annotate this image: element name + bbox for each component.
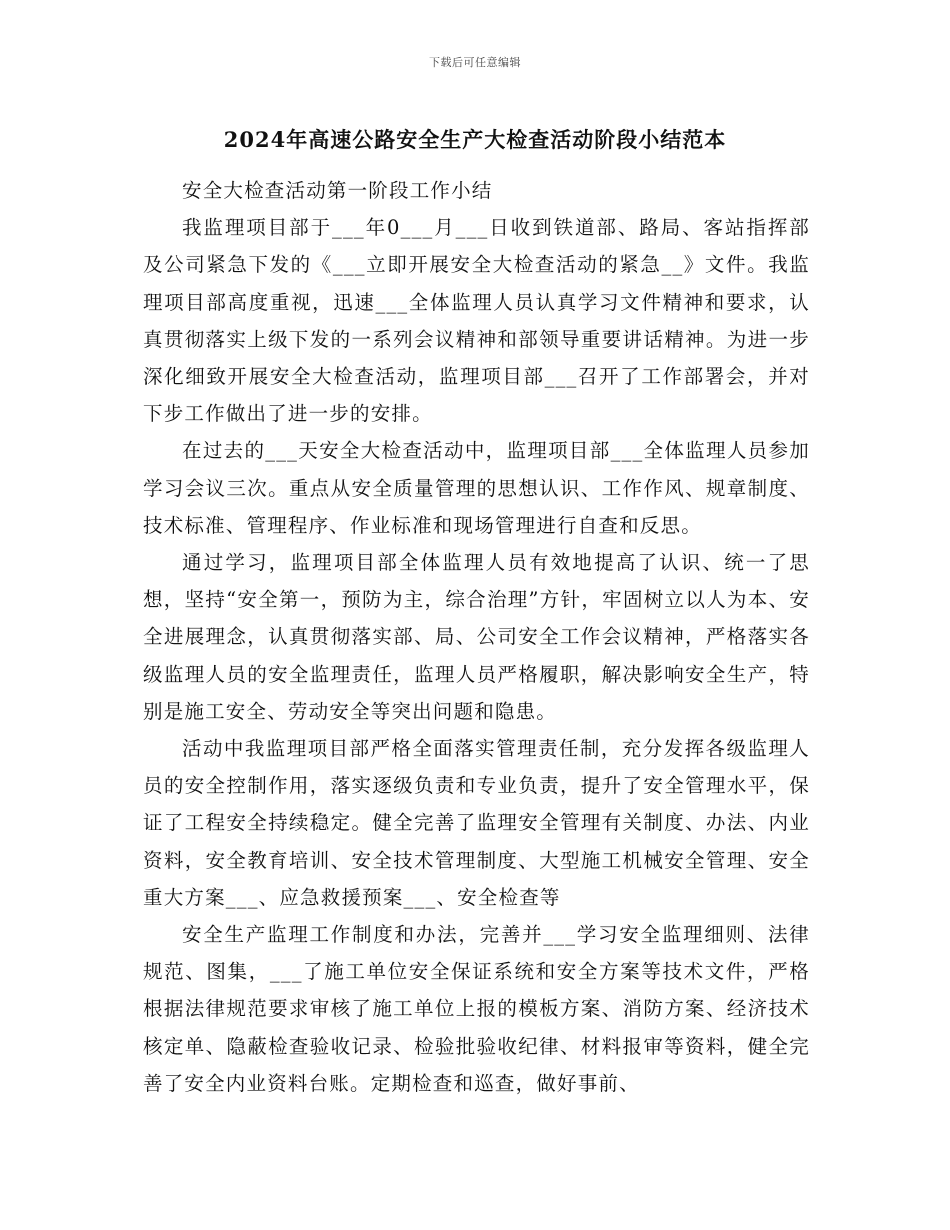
document-body [143, 172, 810, 1102]
section-heading: 安全大检查活动第一阶段工作小结 [182, 179, 493, 202]
paragraph: 我监理项目部于___年0___月___日收到铁道部、路局、客站指挥部及公司紧急下发的《___立即开展安全大检查活动的紧急__》文件。我监理项目部高度重视，迅速___全体监理人员认真学习文件精神和要求，认真贯彻落实上级下发的一系列会议精神和部领导重要讲话精神。为进一步深化细致开展安全大检查活动，监理项目部___召开了工作部署会，并对下步工作做出了进一步的安排。 [143, 216, 810, 426]
paragraph: 在过去的___天安全大检查活动中，监理项目部___全体监理人员参加学习会议三次。重点从安全质量管理的思想认识、工作作风、规章制度、技术标准、管理程序、作业标准和现场管理进行自查和反思。 [143, 439, 810, 537]
header-note: 下载后可任意编辑 [429, 56, 521, 69]
document-title: 2024年高速公路安全生产大检查活动阶段小结范本 [223, 127, 727, 152]
paragraph: 活动中我监理项目部严格全面落实管理责任制，充分发挥各级监理人员的安全控制作用，落实逐级负责和专业负责，提升了安全管理水平，保证了工程安全持续稳定。健全完善了监理安全管理有关制度、办法、内业资料，安全教育培训、安全技术管理制度、大型施工机械安全管理、安全重大方案___、应急救援预案___、安全检查等 [143, 737, 810, 909]
paragraph: 安全生产监理工作制度和办法，完善并___学习安全监理细则、法律规范、图集，___了施工单位安全保证系统和安全方案等技术文件，严格根据法律规范要求审核了施工单位上报的模板方案、消防方案、经济技术核定单、隐蔽检查验收记录、检验批验收纪律、材料报审等资料，健全完善了安全内业资料台账。定期检查和巡查，做好事前、 [143, 923, 810, 1095]
paragraph: 通过学习，监理项目部全体监理人员有效地提高了认识、统一了思想，坚持“安全第一，预防为主，综合治理”方针，牢固树立以人为本、安全进展理念，认真贯彻落实部、局、公司安全工作会议精神，严格落实各级监理人员的安全监理责任，监理人员严格履职，解决影响安全生产，特别是施工安全、劳动安全等突出问题和隐患。 [143, 551, 810, 723]
